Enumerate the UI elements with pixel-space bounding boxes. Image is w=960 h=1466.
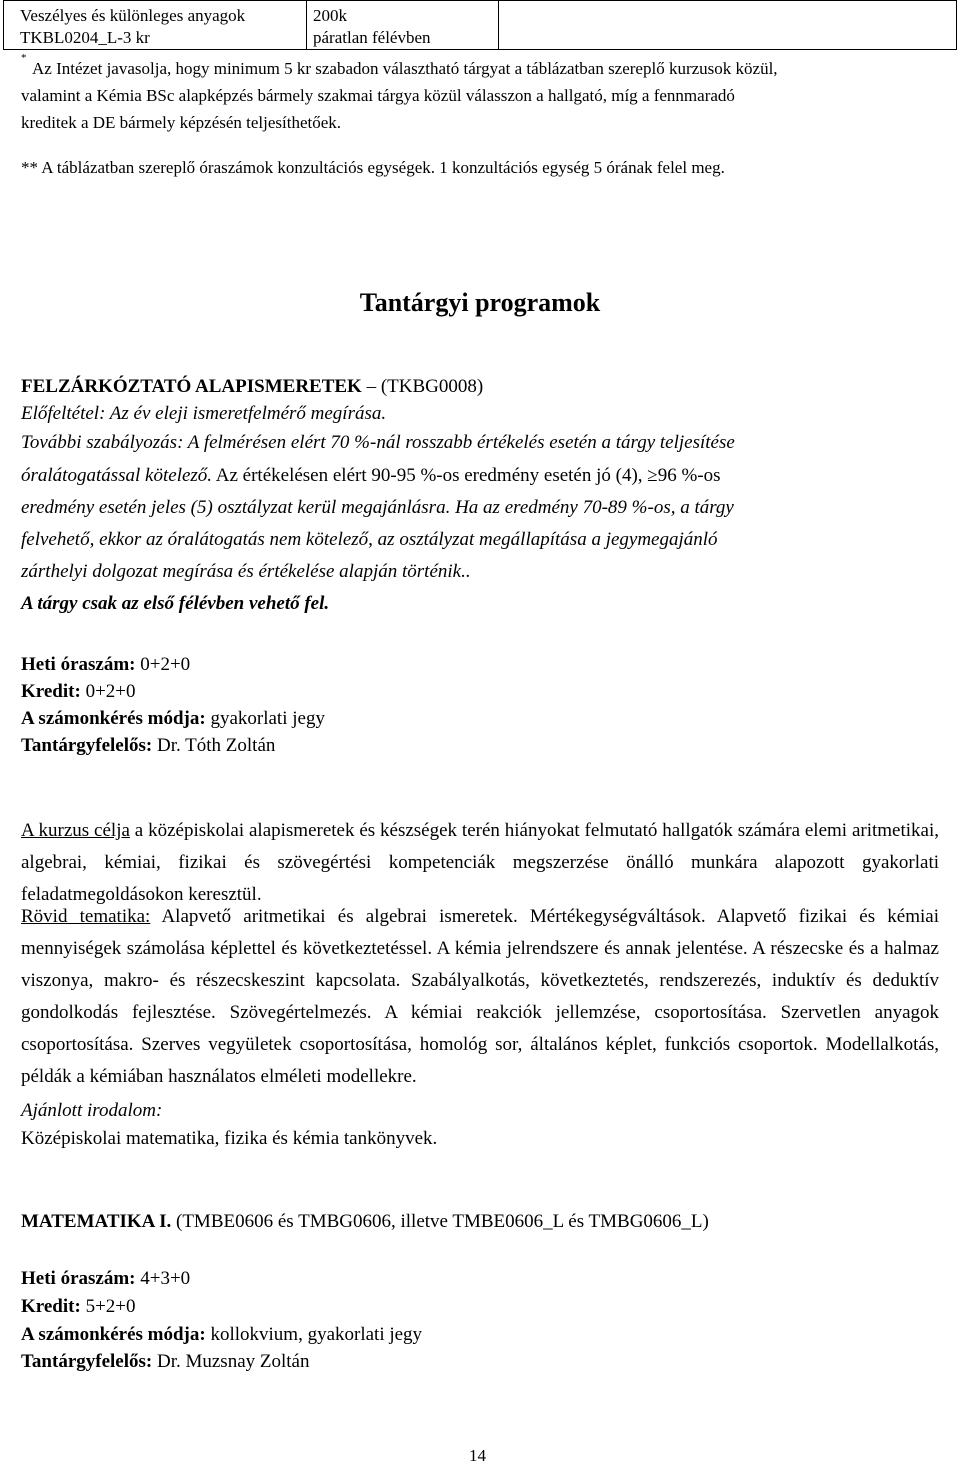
course-1-credit-label: Kredit:: [21, 681, 81, 702]
course-1-responsible-value: Dr. Tóth Zoltán: [152, 735, 276, 756]
header-semester: páratlan félévben: [313, 28, 431, 47]
course-2-name: MATEMATIKA I.: [21, 1211, 172, 1232]
course-1-rule-line-2a: óralátogatással kötelező.: [21, 465, 213, 486]
course-1-hours: [21, 650, 190, 680]
course-2-credit-value: 5+2+0: [80, 1296, 136, 1317]
course-2-hours-label: Heti óraszám:: [21, 1268, 136, 1289]
header-cell-schedule: [307, 1, 499, 49]
course-1-rule-line-3b: Ha az eredmény 70-89 %-os, a tárgy: [450, 497, 734, 518]
course-1-rule-line-5: zárthelyi dolgozat megírása és értékelése alapján történik..: [21, 561, 471, 582]
course-1-rule-line-2b: Az értékelésen elért 90-95 %-os eredmény esetén jó (4), ≥96 %-os: [212, 465, 721, 486]
course-1-goal-text: a középiskolai alapismeretek és készségek terén hiányokat felmutató hallgatók számára elemi aritmetikai, algebrai, kémiai, fizikai és szövegértési kompetenciák megszerzése önálló munkára alapozott gyakorlati feladatmegoldásokon keresztül.: [21, 820, 939, 905]
footnote-2: ** A táblázatban szereplő óraszámok konzultációs egységek. 1 konzultációs egység 5 órának felel meg.: [21, 158, 725, 177]
course-2-heading: [21, 1207, 709, 1237]
course-1-topics-paragraph: [21, 901, 939, 1093]
course-1-hours-label: Heti óraszám:: [21, 654, 136, 675]
header-schedule-type: 200k: [313, 6, 347, 25]
course-1-exam-type: [21, 704, 325, 734]
course-2-exam-label: A számonkérés módja:: [21, 1324, 206, 1345]
course-2-responsible: [21, 1347, 310, 1377]
footnote-1-line-2: valamint a Kémia BSc alapképzés bármely szakmai tárgya közül válasszon a hallgató, míg a fennmaradó: [21, 86, 735, 105]
course-1-responsible: [21, 731, 275, 761]
course-1-credit: [21, 677, 136, 707]
course-2-hours: [21, 1264, 190, 1294]
header-cell-course: [4, 1, 307, 49]
course-1-hours-value: 0+2+0: [135, 654, 191, 675]
header-course-code: TKBL0204_L-3 kr: [20, 28, 150, 47]
course-2-hours-value: 4+3+0: [135, 1268, 191, 1289]
course-2-code: (TMBE0606 és TMBG0606, illetve TMBE0606_L és TMBG0606_L): [171, 1211, 709, 1232]
course-1-heading: [21, 372, 483, 402]
course-1-exam-label: A számonkérés módja:: [21, 708, 206, 729]
section-title: Tantárgyi programok: [359, 288, 601, 317]
page-number: 14: [469, 1446, 486, 1465]
course-1-rule-line-3a: eredmény esetén jeles (5) osztályzat kerül megajánlásra.: [21, 497, 451, 518]
footnote-star: *: [21, 52, 27, 64]
footnote-1-line-3: kreditek a DE bármely képzésén teljesíthetőek.: [21, 113, 342, 132]
course-1-name: FELZÁRKÓZTATÓ ALAPISMERETEK: [21, 376, 362, 397]
course-1-literature-label: Ajánlott irodalom:: [21, 1100, 163, 1121]
course-1-rule-line-3: [21, 493, 734, 523]
footnote-1-line-1: Az Intézet javasolja, hogy minimum 5 kr szabadon választható tárgyat a táblázatban szereplő kurzusok közül,: [32, 59, 778, 78]
course-1-first-semester-note: A tárgy csak az első félévben vehető fel.: [21, 593, 330, 614]
course-1-rule-line-1: További szabályozás: A felmérésen elért 70 %-nál rosszabb értékelés esetén a tárgy teljesítése: [21, 432, 735, 453]
course-1-topics-label: Rövid tematika:: [21, 906, 151, 927]
header-course-name: Veszélyes és különleges anyagok: [20, 6, 246, 25]
course-1-goal-label: A kurzus célja: [21, 820, 130, 841]
course-1-credit-value: 0+2+0: [80, 681, 136, 702]
course-2-responsible-label: Tantárgyfelelős:: [21, 1351, 153, 1372]
course-2-credit: [21, 1292, 136, 1322]
course-1-rule-line-4: felvehető, ekkor az óralátogatás nem kötelező, az osztályzat megállapítása a jegymegajánló: [21, 529, 718, 550]
course-1-exam-value: gyakorlati jegy: [205, 708, 325, 729]
course-1-code: – (TKBG0008): [366, 376, 484, 397]
course-1-topics-text: Alapvető aritmetikai és algebrai ismeretek. Mértékegységváltások. Alapvető fizikai és kémiai mennyiségek számolása képlettel és következtetéssel. A kémia jelrendszere és annak jelentése. A részecske és a halmaz viszonya, makro- és részecskeszint kapcsolata. Szabályalkotás, következtetés, rendszerezés, induktív és deduktív gondolkodás fejlesztése. Szövegértelmezés. A kémiai reakciók jellemzése, csoportosítása. Szervetlen anyagok csoportosítása. Szerves vegyületek csoportosítása, homológ sor, általános képlet, funkciós csoportok. Modellalkotás, példák a kémiában használatos elméleti modellekre.: [21, 906, 939, 1087]
course-1-responsible-label: Tantárgyfelelős:: [21, 735, 153, 756]
course-1-rule-line-2: [21, 461, 721, 491]
header-table: [3, 0, 957, 50]
course-1-goal-paragraph: [21, 815, 939, 911]
course-1-prerequisite: Előfeltétel: Az év eleji ismeretfelmérő megírása.: [21, 403, 387, 424]
course-2-exam-type: [21, 1320, 422, 1350]
course-2-credit-label: Kredit:: [21, 1296, 81, 1317]
course-2-exam-value: kollokvium, gyakorlati jegy: [205, 1324, 423, 1345]
course-1-literature-text: Középiskolai matematika, fizika és kémia tankönyvek.: [21, 1128, 438, 1149]
course-2-responsible-value: Dr. Muzsnay Zoltán: [152, 1351, 310, 1372]
